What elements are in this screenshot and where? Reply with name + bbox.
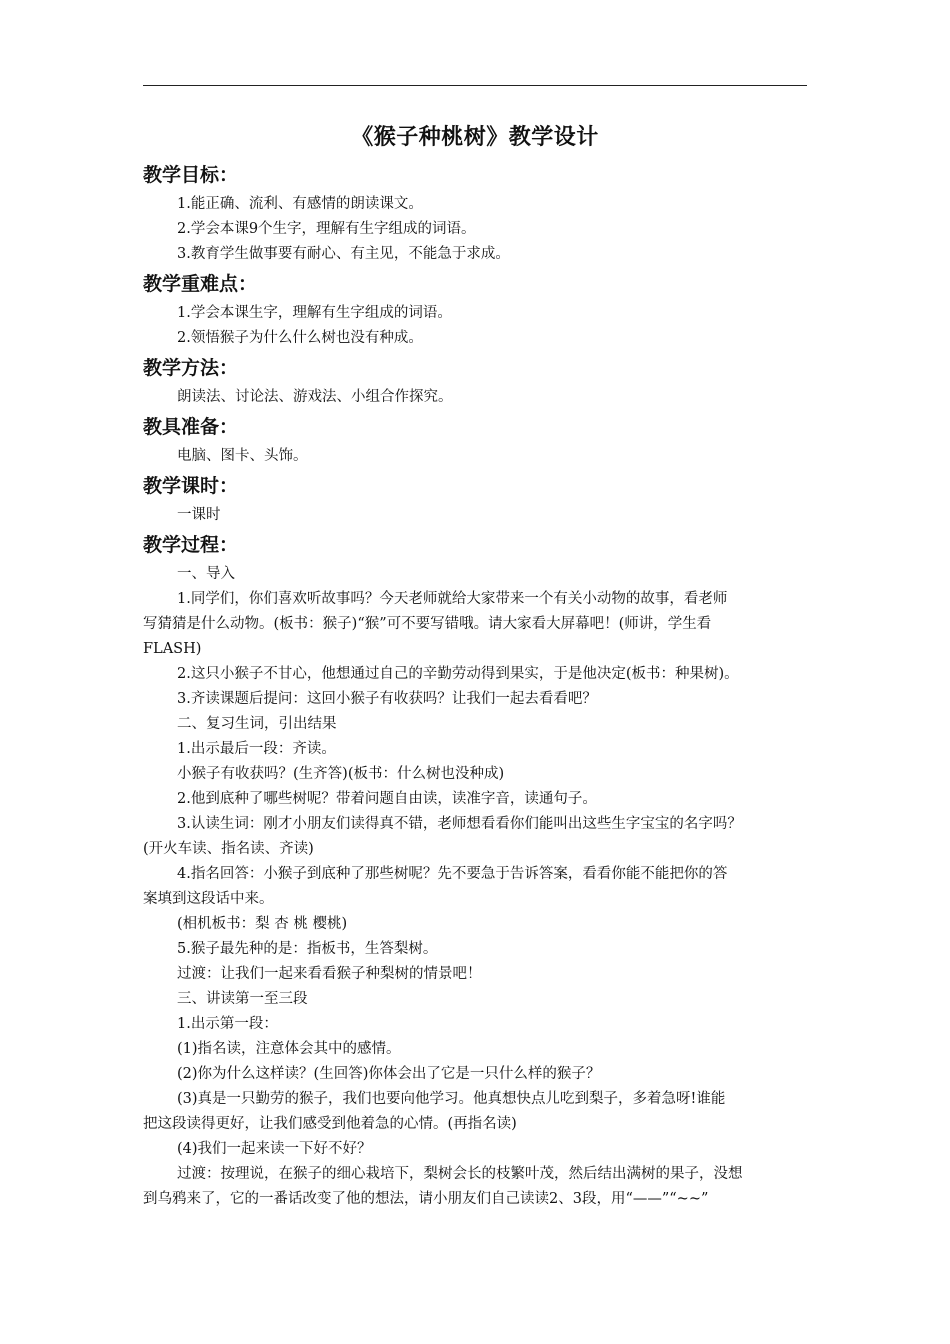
paragraph-line: 2.他到底种了哪些树呢？带着问题自由读，读准字音，读通句子。: [177, 791, 597, 807]
paragraph-line: (4)我们一起来读一下好不好？: [177, 1141, 372, 1157]
paragraph-line: 1.同学们，你们喜欢听故事吗？今天老师就给大家带来一个有关小动物的故事，看老师: [177, 591, 728, 607]
paragraph-line: 把这段读得更好，让我们感受到他着急的心情。(再指名读): [143, 1116, 517, 1132]
paragraph-line: 1.能正确、流利、有感情的朗读课文。: [177, 196, 423, 212]
section-heading: 教学目标：: [143, 164, 239, 186]
paragraph-line: 二、复习生词，引出结果: [177, 716, 337, 732]
section: [143, 351, 807, 410]
section: [143, 158, 807, 267]
paragraph-line: 3.认读生词：刚才小朋友们读得真不错，老师想看看你们能叫出这些生字宝宝的名字吗？: [177, 816, 742, 832]
paragraph-line: 过渡：让我们一起来看看猴子种梨树的情景吧！: [177, 966, 482, 982]
document-body: [143, 158, 807, 1212]
paragraph-line: 一课时: [177, 507, 221, 523]
paragraph-line: 2.学会本课9个生字，理解有生字组成的词语。: [177, 221, 476, 237]
paragraph-line: 2.这只小猴子不甘心，他想通过自己的辛勤劳动得到果实，于是他决定(板书：种果树)。: [177, 666, 739, 682]
section-heading: 教学重难点：: [143, 273, 258, 295]
paragraph-line: 案填到这段话中来。: [143, 891, 274, 907]
header-rule: [143, 85, 807, 86]
paragraph-line: 3.教育学生做事要有耐心、有主见，不能急于求成。: [177, 246, 510, 262]
section-heading: 教具准备：: [143, 416, 239, 438]
document-title: 《猴子种桃树》教学设计: [351, 125, 599, 150]
paragraph-line: 小猴子有收获吗？(生齐答)(板书：什么树也没种成): [177, 766, 505, 782]
paragraph-line: 一、导入: [177, 566, 235, 582]
paragraph-line: FLASH): [143, 641, 202, 657]
paragraph-line: (2)你为什么这样读？(生回答)你体会出了它是一只什么样的猴子？: [177, 1066, 601, 1082]
section: [143, 528, 807, 1212]
document-page: [143, 118, 807, 1212]
section: [143, 469, 807, 528]
paragraph-line: (1)指名读，注意体会其中的感情。: [177, 1041, 401, 1057]
paragraph-line: 写猜猜是什么动物。(板书：猴子)“猴”可不要写错哦。请大家看大屏幕吧！(师讲，学生看: [143, 616, 712, 632]
section: [143, 410, 807, 469]
paragraph-line: (相机板书：梨 杏 桃 樱桃): [177, 916, 348, 932]
section: [143, 267, 807, 351]
paragraph-line: 过渡：按理说，在猴子的细心栽培下，梨树会长的枝繁叶茂，然后结出满树的果子，没想: [177, 1166, 743, 1182]
paragraph-line: 电脑、图卡、头饰。: [177, 448, 308, 464]
section-heading: 教学课时：: [143, 475, 239, 497]
paragraph-line: (开火车读、指名读、齐读): [143, 841, 314, 857]
paragraph-line: (3)真是一只勤劳的猴子，我们也要向他学习。他真想快点儿吃到梨子，多着急呀!谁能: [177, 1091, 726, 1107]
paragraph-line: 三、讲读第一至三段: [177, 991, 308, 1007]
paragraph-line: 1.出示第一段：: [177, 1016, 278, 1032]
paragraph-line: 朗读法、讨论法、游戏法、小组合作探究。: [177, 389, 453, 405]
paragraph-line: 2.领悟猴子为什么什么树也没有种成。: [177, 330, 423, 346]
paragraph-line: 5.猴子最先种的是：指板书，生答梨树。: [177, 941, 438, 957]
paragraph-line: 1.出示最后一段：齐读。: [177, 741, 336, 757]
paragraph-line: 4.指名回答：小猴子到底种了那些树呢？先不要急于告诉答案，看看你能不能把你的答: [177, 866, 728, 882]
section-heading: 教学过程：: [143, 534, 239, 556]
section-heading: 教学方法：: [143, 357, 239, 379]
paragraph-line: 3.齐读课题后提问：这回小猴子有收获吗？让我们一起去看看吧？: [177, 691, 597, 707]
paragraph-line: 到乌鸦来了，它的一番话改变了他的想法，请小朋友们自己读读2、3段，用“——”“~~”: [143, 1191, 709, 1207]
paragraph-line: 1.学会本课生字，理解有生字组成的词语。: [177, 305, 452, 321]
